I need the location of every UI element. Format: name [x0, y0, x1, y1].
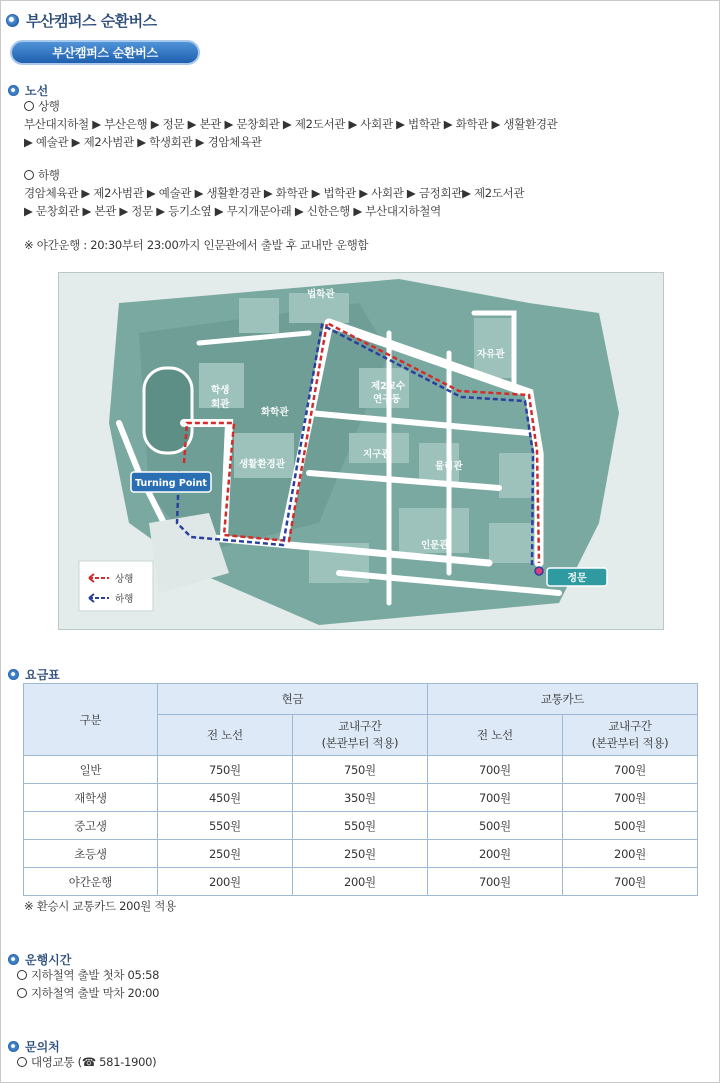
table-row — [24, 756, 698, 784]
building — [239, 298, 279, 333]
cell-card-full: 700원 — [427, 784, 562, 812]
up-route-line-2: ▶ 예술관 ▶ 제2사범관 ▶ 학생회관 ▶ 경암체육관 — [24, 135, 262, 149]
down-route-line-2: ▶ 문창회관 ▶ 본관 ▶ 정문 ▶ 등기소옆 ▶ 무지개문아래 ▶ 신한은행 ▶ 부산대지하철역 — [24, 204, 441, 218]
first-bus-label: 지하철역 출발 첫차 05:58 — [31, 968, 160, 982]
turning-point-label: Turning Point — [135, 478, 207, 489]
cell-cash-campus: 200원 — [292, 868, 427, 896]
label-student-hall-2: 회관 — [211, 399, 230, 410]
main-gate-label: 정문 — [567, 573, 587, 584]
circle-bullet-icon — [17, 970, 27, 980]
label-humanities: 인문관 — [421, 540, 449, 551]
cell-cash-campus: 250원 — [292, 840, 427, 868]
section-bullet-icon — [8, 954, 19, 965]
row-name: 초등생 — [24, 840, 158, 868]
section-bullet-icon — [8, 669, 19, 680]
cell-cash-full: 250원 — [157, 840, 292, 868]
building — [474, 318, 514, 378]
col-card-full: 전 노선 — [427, 715, 562, 756]
up-route-title-label: 상행 — [38, 99, 60, 113]
last-bus — [17, 984, 159, 1002]
fare-header-row — [24, 684, 698, 715]
label-prof2-1: 제2교수 — [371, 381, 406, 392]
title-bullet-icon — [6, 14, 19, 27]
label-living: 생활환경관 — [239, 459, 285, 470]
first-bus — [17, 966, 159, 984]
hours-heading-label: 운행시간 — [25, 953, 72, 967]
cell-card-full: 700원 — [427, 756, 562, 784]
label-freedom: 자유관 — [477, 349, 505, 360]
campus-map-svg — [59, 273, 663, 629]
table-row — [24, 840, 698, 868]
cell-cash-full: 750원 — [157, 756, 292, 784]
fare-heading-label: 요금표 — [25, 668, 60, 682]
label-chemistry: 화학관 — [261, 407, 289, 418]
table-row — [24, 868, 698, 896]
col-cash-campus: 교내구간 (본관부터 적용) — [292, 715, 427, 756]
title-row — [6, 10, 157, 31]
row-name: 재학생 — [24, 784, 158, 812]
route-heading-label: 노선 — [25, 84, 49, 98]
section-bullet-icon — [8, 1041, 19, 1052]
label-physics: 물리관 — [435, 461, 463, 472]
circle-bullet-icon — [24, 170, 34, 180]
cell-card-full: 500원 — [427, 812, 562, 840]
contact-value: 대영교통 (☎ 581-1900) — [31, 1055, 157, 1069]
cell-card-campus: 700원 — [562, 784, 697, 812]
up-route-line-1: 부산대지하철 ▶ 부산은행 ▶ 정문 ▶ 본관 ▶ 문창회관 ▶ 제2도서관 ▶ 사회관 ▶ 법학관 ▶ 화학관 ▶ 생활환경관 — [24, 117, 558, 131]
cell-card-campus: 500원 — [562, 812, 697, 840]
section-bullet-icon — [8, 85, 19, 96]
table-row — [24, 812, 698, 840]
last-bus-label: 지하철역 출발 막차 20:00 — [31, 986, 160, 1000]
col-category: 구분 — [24, 684, 158, 756]
down-route-title-label: 하행 — [38, 168, 60, 182]
circle-bullet-icon — [17, 988, 27, 998]
col-card-campus: 교내구간 (본관부터 적용) — [562, 715, 697, 756]
fare-heading — [8, 666, 60, 683]
contact-info — [17, 1053, 156, 1071]
cell-cash-campus: 750원 — [292, 756, 427, 784]
legend-down-label: 하행 — [115, 594, 134, 605]
cell-card-campus: 700원 — [562, 868, 697, 896]
label-law: 법학관 — [307, 289, 335, 300]
legend-up-label: 상행 — [115, 574, 134, 585]
circle-bullet-icon — [17, 1057, 27, 1067]
sports-field — [144, 368, 192, 453]
col-card: 교통카드 — [427, 684, 697, 715]
row-name: 일반 — [24, 756, 158, 784]
main-gate-stop-marker — [535, 567, 543, 575]
table-row — [24, 784, 698, 812]
cell-cash-full: 550원 — [157, 812, 292, 840]
cell-cash-full: 200원 — [157, 868, 292, 896]
cell-card-full: 700원 — [427, 868, 562, 896]
building — [234, 433, 294, 478]
campus-bus-tab[interactable]: 부산캠퍼스 순환버스 — [10, 40, 200, 65]
row-name: 야간운행 — [24, 868, 158, 896]
label-student-hall-1: 학생 — [211, 385, 230, 396]
label-earth: 지구관 — [363, 449, 391, 460]
campus-route-map — [58, 272, 664, 630]
cell-card-campus: 700원 — [562, 756, 697, 784]
cell-cash-full: 450원 — [157, 784, 292, 812]
down-route-title — [24, 166, 60, 184]
cell-cash-campus: 350원 — [292, 784, 427, 812]
night-service-note: ※ 야간운행 : 20:30부터 23:00까지 인문관에서 출발 후 교내만 운행함 — [24, 238, 369, 252]
col-cash-full: 전 노선 — [157, 715, 292, 756]
col-cash: 현금 — [157, 684, 427, 715]
fare-table — [23, 683, 698, 896]
row-name: 중고생 — [24, 812, 158, 840]
contact-heading-label: 문의처 — [25, 1040, 60, 1054]
page-title: 부산캠퍼스 순환버스 — [26, 12, 157, 30]
circle-bullet-icon — [24, 101, 34, 111]
down-route-line-1: 경암체육관 ▶ 제2사범관 ▶ 예술관 ▶ 생활환경관 ▶ 화학관 ▶ 법학관 ▶ 사회관 ▶ 금정회관▶ 제2도서관 — [24, 186, 525, 200]
cell-card-full: 200원 — [427, 840, 562, 868]
cell-cash-campus: 550원 — [292, 812, 427, 840]
label-prof2-2: 연구동 — [373, 394, 401, 405]
up-route-title — [24, 97, 60, 115]
cell-card-campus: 200원 — [562, 840, 697, 868]
transfer-note: ※ 환승시 교통카드 200원 적용 — [24, 899, 176, 913]
